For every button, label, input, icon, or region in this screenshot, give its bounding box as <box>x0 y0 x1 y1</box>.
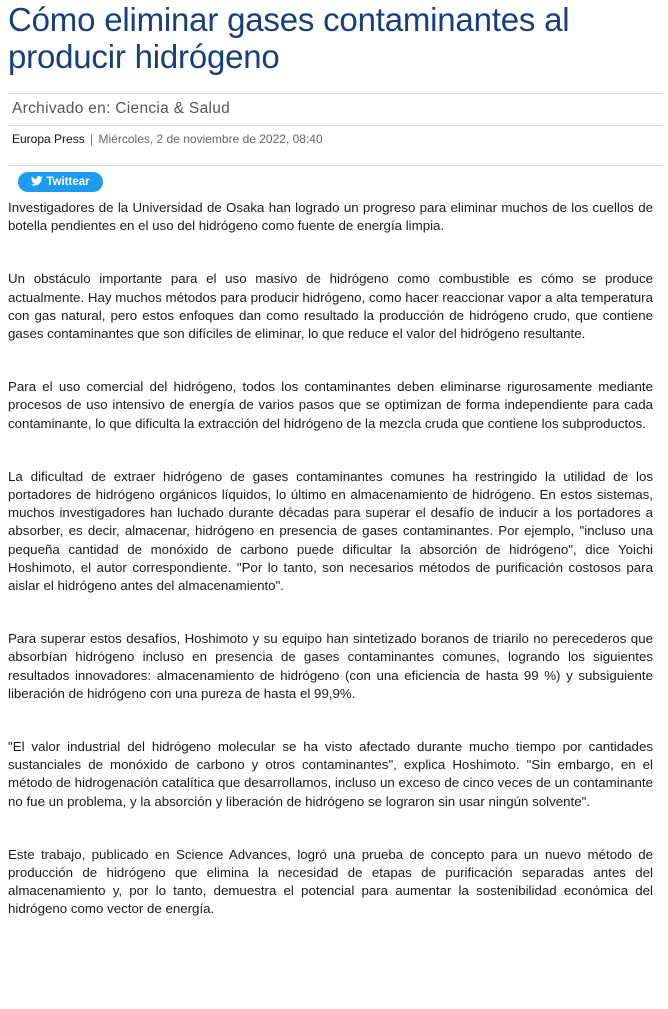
divider <box>8 125 662 126</box>
article-title: Cómo eliminar gases contaminantes al producir hidrógeno <box>8 1 570 75</box>
divider <box>8 93 662 94</box>
twitter-bird-icon <box>31 176 43 186</box>
archive-category: Archivado en: Ciencia & Salud <box>12 100 231 117</box>
paragraph: "El valor industrial del hidrógeno molecular se ha visto afectado durante mucho tiempo por cantidades sustanciales de monóxido de carbono y otros contaminantes", explica Hoshimoto. "Sin embargo, en el método de hidrogenación catalítica que desarrollamos, incluso un exceso de cinco veces de un contaminante no fue un problema, y la absorción y liberación de hidrógeno se lograron sin usar ningún solvente". <box>8 739 653 809</box>
paragraph: Investigadores de la Universidad de Osaka han logrado un progreso para eliminar muchos de los cuellos de botella pendientes en el uso del hidrógeno como fuente de energía limpia. <box>8 200 653 234</box>
article-body <box>8 199 653 954</box>
paragraph: Este trabajo, publicado en Science Advances, logró una prueba de concepto para un nuevo método de producción de hidrógeno que elimina la necesidad de etapas de purificación separadas antes del almacenamiento y, por lo tanto, demuestra el potencial para aumentar la sostenibilidad económica del hidrógeno como vector de energía. <box>8 846 653 917</box>
paragraph: Un obstáculo importante para el uso masivo de hidrógeno como combustible es cómo se produce actualmente. Hay muchos métodos para producir hidrógeno, como hacer reaccionar vapor a alta temperatura con gas natural, pero estos enfoques dan como resultado la producción de hidrógeno crudo, que contiene gases contaminantes que son difíciles de eliminar, lo que reduce el valor del hidrógeno resultante. <box>8 271 653 342</box>
publish-date: Miércoles, 2 de noviembre de 2022, 08:40 <box>98 132 323 146</box>
source-name: Europa Press <box>12 132 85 146</box>
byline-separator: | <box>90 132 94 146</box>
paragraph: Para el uso comercial del hidrógeno, todos los contaminantes deben eliminarse rigurosamente mediante procesos de uso intensivo de energía de varios pasos que se optimizan de forma independiente para cada contaminante, lo que dificulta la extracción del hidrógeno de la mezcla cruda que contiene los subproductos. <box>8 379 653 431</box>
byline <box>12 132 323 146</box>
divider <box>8 165 662 166</box>
paragraph: Para superar estos desafíos, Hoshimoto y su equipo han sintetizado boranos de triarilo no perecederos que absorbían hidrógeno incluso en presencia de gases contaminantes comunes, logrando los siguientes resultados innovadores: almacenamiento de hidrógeno (con una eficiencia de hasta 99 %) y subsiguiente liberación de hidrógeno con una pureza de hasta el 99,9%. <box>8 631 653 701</box>
tweet-button[interactable] <box>18 172 103 192</box>
tweet-button-label: Twittear <box>46 176 90 188</box>
paragraph: La dificultad de extraer hidrógeno de gases contaminantes comunes ha restringido la utilidad de los portadores de hidrógeno orgánicos líquidos, lo último en almacenamiento de hidrógeno. En estos sistemas, muchos investigadores han luchado durante décadas para superar el desafío de inducir a los portadores a absorber, es decir, almacenar, hidrógeno en presencia de gases contaminantes. Por ejemplo, "incluso una pequeña cantidad de monóxido de carbono puede dificultar la absorción de hidrógeno", dice Yoichi Hoshimoto, el autor correspondiente. "Por lo tanto, son necesarios métodos de purificación costosos para aislar el hidrógeno antes del almacenamiento". <box>8 468 653 594</box>
